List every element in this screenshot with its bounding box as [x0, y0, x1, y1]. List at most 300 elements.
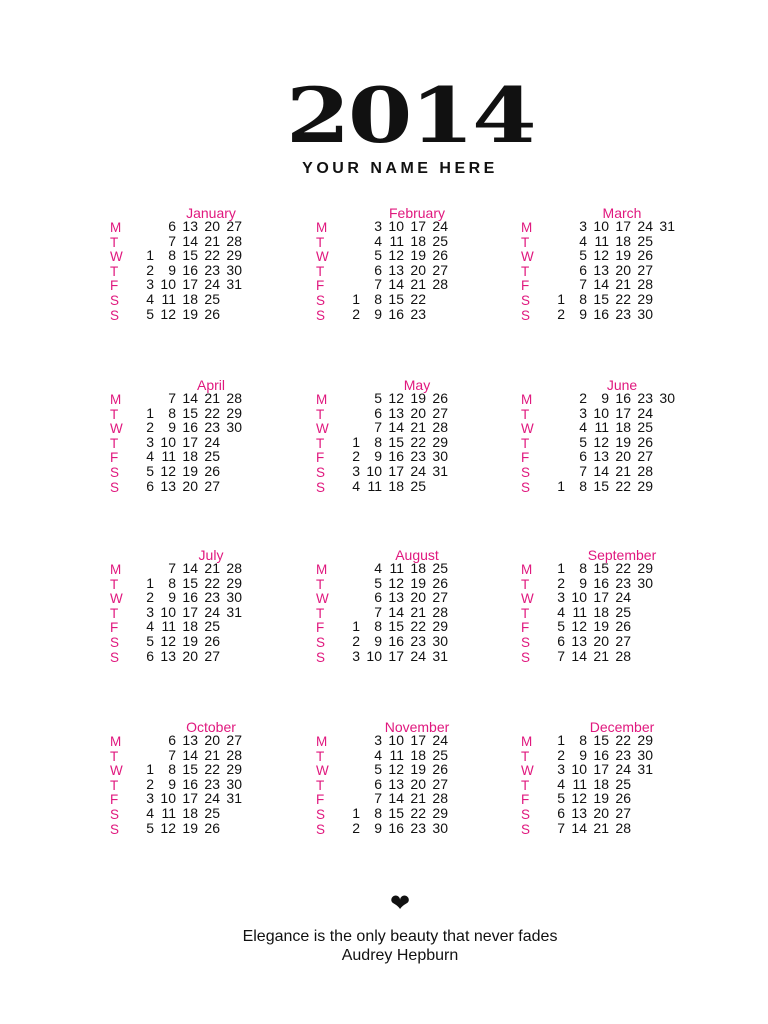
weekday-column [521, 563, 537, 665]
weekday-letter: F [316, 450, 325, 466]
weekday-letter: W [110, 249, 123, 265]
day-number: 4 [146, 804, 154, 821]
weekday-letter: F [110, 792, 119, 808]
day-number [653, 292, 675, 307]
weeks-area [543, 733, 703, 843]
day-number [220, 464, 242, 479]
day-number: 10 [388, 732, 404, 748]
day-number: 21 [410, 603, 426, 620]
day-number [220, 634, 242, 649]
weekday-letter: T [110, 576, 119, 592]
week-column [382, 561, 404, 663]
day-number: 27 [615, 804, 631, 821]
weekday-letter: F [521, 620, 530, 636]
day-number: 8 [579, 477, 587, 494]
day-number: 12 [571, 790, 587, 807]
week-column [198, 561, 220, 663]
day-number: 8 [168, 404, 176, 421]
day-number: 2 [146, 775, 154, 792]
day-number: 28 [615, 647, 631, 664]
day-number: 17 [388, 462, 404, 479]
day-number: 19 [182, 462, 198, 479]
day-number: 27 [432, 404, 448, 421]
weekday-letter: T [110, 748, 119, 764]
day-number: 20 [615, 448, 631, 465]
day-number: 23 [410, 819, 426, 836]
day-number: 28 [637, 462, 653, 479]
day-number: 18 [182, 804, 198, 821]
weekday-letter: S [316, 479, 326, 495]
month-title: November [384, 719, 450, 735]
weekday-letter: T [521, 605, 530, 621]
weekday-letter: T [316, 576, 325, 592]
day-number: 11 [161, 618, 176, 635]
day-number: 12 [160, 462, 176, 479]
day-number: 23 [204, 775, 220, 792]
month-title: August [395, 547, 439, 563]
week-column [132, 561, 154, 663]
week-column [631, 561, 653, 663]
week-column [154, 391, 176, 493]
day-number: 5 [146, 819, 154, 836]
day-number [338, 748, 360, 763]
weekday-letter: F [110, 278, 119, 294]
day-number: 12 [593, 247, 609, 264]
day-number: 9 [168, 775, 176, 792]
day-number: 25 [432, 746, 448, 763]
day-number [653, 479, 675, 494]
day-number [653, 420, 675, 435]
day-number: 23 [637, 390, 653, 406]
day-number: 2 [557, 574, 565, 591]
day-number [220, 649, 242, 664]
day-number: 22 [410, 433, 426, 450]
weekday-letter: S [316, 292, 326, 308]
day-number: 15 [182, 761, 198, 778]
day-number: 21 [593, 819, 609, 836]
weekday-letter: T [521, 234, 530, 250]
day-number [132, 561, 154, 576]
day-number: 12 [388, 390, 404, 406]
day-number: 20 [204, 218, 220, 234]
day-number: 23 [615, 305, 631, 322]
day-number: 11 [594, 419, 609, 436]
day-number: 20 [615, 261, 631, 278]
day-number: 27 [226, 732, 242, 748]
day-number: 5 [557, 790, 565, 807]
day-number: 27 [637, 261, 653, 278]
day-number: 23 [410, 448, 426, 465]
week-column [338, 561, 360, 663]
month-title: May [403, 377, 431, 393]
day-number: 25 [637, 419, 653, 436]
day-number: 1 [146, 247, 154, 264]
day-number: 28 [226, 746, 242, 763]
day-number: 9 [579, 305, 587, 322]
day-number: 2 [579, 390, 587, 406]
day-number: 9 [374, 305, 382, 322]
day-number: 12 [388, 761, 404, 778]
week-column [609, 733, 631, 835]
weekday-letter: T [316, 777, 325, 793]
weekday-letter: F [316, 792, 325, 808]
day-number: 24 [432, 732, 448, 748]
day-number: 18 [593, 603, 609, 620]
day-number: 17 [410, 218, 426, 234]
day-number: 24 [204, 790, 220, 807]
weekday-letter: T [521, 406, 530, 422]
week-column [132, 733, 154, 835]
day-number [132, 391, 154, 406]
day-number: 31 [432, 462, 448, 479]
day-number: 11 [161, 290, 176, 307]
day-number: 15 [388, 804, 404, 821]
day-number: 25 [204, 618, 220, 635]
day-number: 5 [374, 761, 382, 778]
weekday-column [110, 221, 126, 323]
day-number: 4 [374, 746, 382, 763]
day-number: 31 [226, 603, 242, 620]
day-number: 24 [410, 647, 426, 664]
day-number: 16 [182, 419, 198, 436]
weekday-letter: W [521, 421, 534, 437]
day-number [543, 435, 565, 450]
day-number: 21 [410, 276, 426, 293]
day-number [338, 733, 360, 748]
day-number: 7 [374, 276, 382, 293]
day-number: 3 [579, 404, 587, 421]
day-number [132, 234, 154, 249]
weekday-letter: S [110, 806, 120, 822]
day-number: 6 [557, 632, 565, 649]
day-number [653, 263, 675, 278]
week-column [176, 391, 198, 493]
day-number: 4 [579, 419, 587, 436]
day-number: 3 [579, 218, 587, 234]
day-number: 6 [146, 477, 154, 494]
day-number: 6 [579, 261, 587, 278]
day-number: 26 [432, 761, 448, 778]
day-number: 22 [615, 732, 631, 748]
day-number: 4 [374, 232, 382, 249]
weekday-letter: S [110, 464, 120, 480]
day-number: 13 [182, 732, 198, 748]
weekday-letter: M [316, 562, 328, 577]
day-number [631, 619, 653, 634]
day-number [338, 590, 360, 605]
day-number: 13 [388, 775, 404, 792]
day-number: 12 [160, 632, 176, 649]
day-number: 12 [160, 305, 176, 322]
day-number: 27 [204, 647, 220, 664]
day-number: 8 [168, 247, 176, 264]
day-number: 30 [637, 574, 653, 591]
day-number: 23 [615, 746, 631, 763]
day-number [631, 806, 653, 821]
weekday-letter: S [110, 821, 120, 837]
day-number: 25 [204, 290, 220, 307]
week-column [587, 561, 609, 663]
day-number: 27 [637, 448, 653, 465]
weeks-area [132, 561, 292, 671]
day-number: 16 [615, 390, 631, 406]
day-number: 28 [226, 232, 242, 249]
weekday-letter: W [316, 421, 329, 437]
day-number: 1 [352, 804, 360, 821]
day-number: 9 [168, 589, 176, 606]
day-number [132, 733, 154, 748]
weekday-letter: S [521, 649, 531, 665]
day-number [426, 292, 448, 307]
day-number: 1 [557, 477, 565, 494]
day-number [653, 435, 675, 450]
weekday-letter: M [110, 392, 122, 407]
week-column [426, 219, 448, 321]
day-number: 12 [160, 819, 176, 836]
day-number: 18 [615, 232, 631, 249]
day-number: 29 [637, 560, 653, 576]
day-number [338, 576, 360, 591]
week-column [565, 391, 587, 493]
week-column [653, 391, 675, 493]
day-number [338, 234, 360, 249]
day-number: 28 [226, 560, 242, 576]
day-number [653, 307, 675, 322]
day-number [338, 219, 360, 234]
day-number: 30 [226, 419, 242, 436]
day-number: 24 [204, 276, 220, 293]
day-number: 14 [388, 276, 404, 293]
weekday-letter: T [316, 748, 325, 764]
week-column [609, 391, 631, 493]
day-number: 27 [204, 477, 220, 494]
week-column [132, 219, 154, 321]
weeks-area [543, 561, 703, 671]
day-number: 15 [182, 574, 198, 591]
month-title: September [587, 547, 657, 563]
day-number: 18 [182, 618, 198, 635]
day-number: 3 [352, 647, 360, 664]
day-number [543, 263, 565, 278]
weekday-letter: S [110, 649, 120, 665]
weekday-letter: W [110, 591, 123, 607]
day-number: 9 [579, 574, 587, 591]
day-number: 2 [557, 305, 565, 322]
day-number [543, 406, 565, 421]
day-number: 20 [182, 477, 198, 494]
day-number: 28 [615, 819, 631, 836]
week-column [220, 733, 242, 835]
day-number: 20 [410, 775, 426, 792]
day-number: 7 [168, 232, 176, 249]
day-number: 19 [182, 305, 198, 322]
day-number: 24 [410, 462, 426, 479]
day-number: 2 [146, 589, 154, 606]
weeks-area [132, 391, 292, 501]
day-number: 30 [637, 305, 653, 322]
week-column [565, 733, 587, 835]
day-number: 23 [410, 632, 426, 649]
day-number: 28 [432, 419, 448, 436]
day-number [220, 307, 242, 322]
weekday-letter: M [316, 220, 328, 235]
day-number: 9 [601, 390, 609, 406]
day-number: 10 [160, 790, 176, 807]
day-number: 29 [432, 618, 448, 635]
day-number: 26 [204, 305, 220, 322]
weekday-letter: S [316, 821, 326, 837]
day-number: 17 [615, 218, 631, 234]
day-number: 8 [579, 290, 587, 307]
quote-text: Elegance is the only beauty that never fades [242, 928, 558, 945]
week-column [609, 561, 631, 663]
day-number [132, 748, 154, 763]
week-column [426, 561, 448, 663]
day-number [543, 234, 565, 249]
day-number: 18 [615, 419, 631, 436]
month-title: October [186, 719, 236, 735]
weekday-letter: S [521, 307, 531, 323]
day-number: 29 [226, 404, 242, 421]
day-number: 26 [615, 618, 631, 635]
day-number: 25 [410, 477, 426, 494]
day-number [220, 821, 242, 836]
day-number: 20 [593, 804, 609, 821]
day-number: 16 [182, 775, 198, 792]
day-number: 28 [432, 603, 448, 620]
day-number: 16 [593, 574, 609, 591]
weekday-column [521, 393, 537, 495]
week-column [220, 391, 242, 493]
weekday-letter: T [110, 777, 119, 793]
week-column [198, 391, 220, 493]
day-number: 29 [637, 477, 653, 494]
day-number [220, 292, 242, 307]
month-november [316, 719, 496, 844]
day-number: 22 [615, 560, 631, 576]
day-number: 22 [204, 404, 220, 421]
week-column [382, 733, 404, 835]
weeks-area [543, 219, 703, 329]
day-number: 13 [593, 261, 609, 278]
day-number: 4 [557, 603, 565, 620]
day-number: 21 [615, 462, 631, 479]
weekday-letter: S [110, 292, 120, 308]
weekday-letter: S [110, 634, 120, 650]
day-number: 6 [579, 448, 587, 465]
month-title: January [186, 205, 236, 221]
weekday-letter: S [316, 806, 326, 822]
day-number: 10 [593, 218, 609, 234]
weekday-letter: T [316, 263, 325, 279]
day-number: 8 [374, 804, 382, 821]
weekday-column [521, 221, 537, 323]
day-number: 2 [557, 746, 565, 763]
month-title: July [198, 547, 224, 563]
week-column [543, 219, 565, 321]
day-number: 11 [389, 560, 404, 576]
day-number: 15 [182, 247, 198, 264]
day-number: 29 [226, 574, 242, 591]
day-number [220, 449, 242, 464]
month-title: February [388, 205, 446, 221]
week-column [631, 733, 653, 835]
day-number: 19 [593, 618, 609, 635]
weekday-letter: T [316, 406, 325, 422]
week-column [360, 561, 382, 663]
day-number [631, 649, 653, 664]
weekday-letter: M [316, 392, 328, 407]
day-number [338, 406, 360, 421]
day-number: 16 [182, 589, 198, 606]
day-number: 3 [374, 732, 382, 748]
day-number: 3 [146, 433, 154, 450]
day-number [220, 619, 242, 634]
day-number: 17 [593, 589, 609, 606]
weekday-letter: S [521, 821, 531, 837]
week-column [176, 733, 198, 835]
week-column [631, 219, 653, 321]
day-number: 22 [615, 477, 631, 494]
day-number: 26 [637, 247, 653, 264]
day-number: 21 [615, 276, 631, 293]
day-number: 11 [367, 477, 382, 494]
name-placeholder: YOUR NAME HERE [302, 160, 498, 177]
day-number: 28 [637, 276, 653, 293]
day-number: 5 [374, 390, 382, 406]
day-number: 22 [204, 761, 220, 778]
day-number: 13 [182, 218, 198, 234]
day-number [543, 219, 565, 234]
weekday-letter: S [316, 464, 326, 480]
day-number: 25 [204, 448, 220, 465]
day-number: 30 [226, 589, 242, 606]
weekday-letter: W [316, 591, 329, 607]
day-number: 17 [410, 732, 426, 748]
day-number: 23 [615, 574, 631, 591]
day-number: 3 [146, 603, 154, 620]
day-number: 20 [182, 647, 198, 664]
day-number: 17 [182, 433, 198, 450]
weekday-letter: W [316, 249, 329, 265]
weekday-letter: W [521, 763, 534, 779]
day-number: 1 [352, 290, 360, 307]
day-number: 24 [432, 218, 448, 234]
weekday-letter: T [316, 435, 325, 451]
week-column [198, 219, 220, 321]
weeks-area [338, 219, 498, 329]
day-number: 19 [410, 761, 426, 778]
day-number: 1 [146, 761, 154, 778]
month-december [521, 719, 701, 844]
day-number: 23 [204, 419, 220, 436]
day-number: 30 [637, 746, 653, 763]
day-number [338, 277, 360, 292]
day-number: 21 [593, 647, 609, 664]
day-number: 9 [579, 746, 587, 763]
day-number: 31 [637, 761, 653, 778]
day-number: 17 [182, 276, 198, 293]
week-column [565, 561, 587, 663]
week-column [220, 561, 242, 663]
day-number: 1 [557, 290, 565, 307]
day-number: 8 [374, 290, 382, 307]
weekday-letter: T [521, 576, 530, 592]
day-number: 20 [410, 404, 426, 421]
day-number: 14 [593, 462, 609, 479]
day-number: 25 [204, 804, 220, 821]
day-number: 24 [637, 404, 653, 421]
